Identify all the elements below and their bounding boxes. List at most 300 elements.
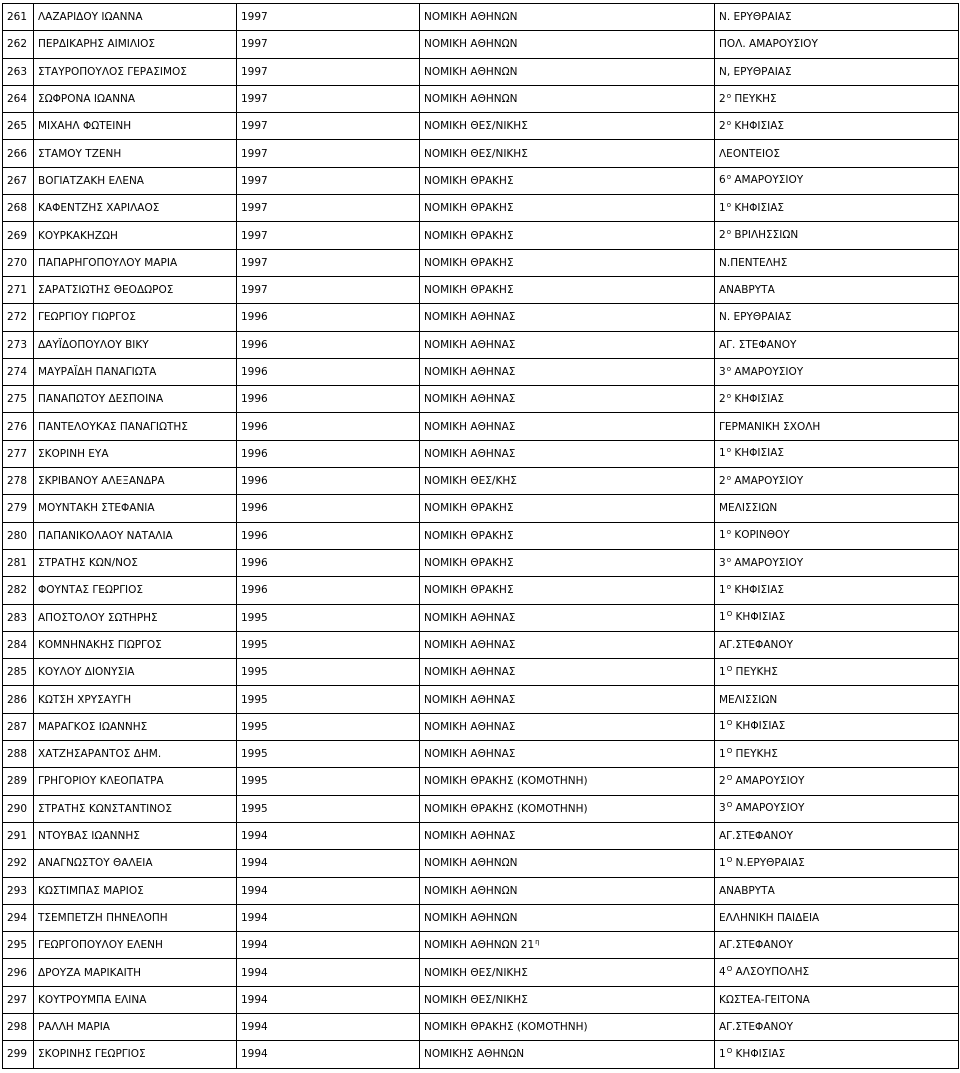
faculty-cell <box>420 850 715 877</box>
graduation-year-cell: 1996 <box>237 386 420 413</box>
school-cell <box>715 413 959 440</box>
school-ordinal-superscript: Ο <box>726 719 733 728</box>
school-cell <box>715 468 959 495</box>
faculty-cell <box>420 1041 715 1068</box>
school-cell <box>715 276 959 303</box>
school-name: ΠΕΥΚΗΣ <box>735 665 778 678</box>
row-number-cell: 299 <box>3 1041 34 1068</box>
table-row <box>3 932 959 959</box>
faculty-text: ΝΟΜΙΚΗ ΑΘΗΝΩΝ 21 <box>424 938 535 951</box>
school-ordinal-number: 2 <box>719 474 726 487</box>
row-number-cell: 273 <box>3 331 34 358</box>
graduation-year-cell: 1996 <box>237 440 420 467</box>
school-ordinal-number: 2 <box>719 92 726 105</box>
row-number-cell: 288 <box>3 741 34 768</box>
graduation-year-cell: 1994 <box>237 959 420 986</box>
faculty-cell <box>420 522 715 549</box>
school-ordinal-number: 2 <box>719 392 726 405</box>
school-ordinal-number: 1 <box>719 447 726 460</box>
table-row <box>3 768 959 795</box>
faculty-cell <box>420 31 715 58</box>
name-cell: ΝΤΟΥΒΑΣ ΙΩΑΝΝΗΣ <box>34 822 237 849</box>
graduation-year-cell: 1995 <box>237 631 420 658</box>
row-number-cell: 269 <box>3 222 34 249</box>
faculty-text: ΝΟΜΙΚΗ ΑΘΗΝΩΝ <box>424 11 518 24</box>
school-cell <box>715 222 959 249</box>
faculty-cell <box>420 904 715 931</box>
graduation-year-cell: 1994 <box>237 822 420 849</box>
school-cell <box>715 904 959 931</box>
faculty-text: ΝΟΜΙΚΗ ΘΡΑΚΗΣ <box>424 202 514 215</box>
school-name: ΑΜΑΡΟΥΣΙΟΥ <box>734 556 804 569</box>
faculty-text: ΝΟΜΙΚΗ ΑΘΗΝΑΣ <box>424 311 516 324</box>
school-name: ΑΜΑΡΟΥΣΙΟΥ <box>734 474 804 487</box>
school-name: ΜΕΛΙΣΣΙΩΝ <box>719 693 778 706</box>
school-ordinal-number: 1 <box>719 665 726 678</box>
faculty-cell <box>420 577 715 604</box>
row-number-cell: 295 <box>3 932 34 959</box>
table-row <box>3 1041 959 1068</box>
school-ordinal-number: 3 <box>719 365 726 378</box>
table-row <box>3 331 959 358</box>
graduation-year-cell: 1994 <box>237 904 420 931</box>
name-cell: ΠΕΡΔΙΚΑΡΗΣ ΑΙΜΙΛΙΟΣ <box>34 31 237 58</box>
graduation-year-cell: 1996 <box>237 304 420 331</box>
school-cell <box>715 113 959 140</box>
school-cell <box>715 85 959 112</box>
name-cell: ΠΑΠΑΡΗΓΟΠΟΥΛΟΥ ΜΑΡΙΑ <box>34 249 237 276</box>
school-cell <box>715 522 959 549</box>
table-row <box>3 386 959 413</box>
faculty-text: ΝΟΜΙΚΗ ΘΡΑΚΗΣ <box>424 229 514 242</box>
graduation-year-cell: 1997 <box>237 167 420 194</box>
row-number-cell: 290 <box>3 795 34 822</box>
graduation-year-cell: 1996 <box>237 331 420 358</box>
graduation-year-cell: 1996 <box>237 577 420 604</box>
name-cell: ΣΩΦΡΟΝΑ ΙΩΑΝΝΑ <box>34 85 237 112</box>
school-ordinal-superscript: Ο <box>726 1046 733 1055</box>
school-cell <box>715 795 959 822</box>
name-cell: ΡΑΛΛΗ ΜΑΡΙΑ <box>34 1013 237 1040</box>
graduation-year-cell: 1995 <box>237 659 420 686</box>
school-name: ΠΕΥΚΗΣ <box>734 92 777 105</box>
faculty-text: ΝΟΜΙΚΗ ΑΘΗΝΑΣ <box>424 611 516 624</box>
school-name: ΑΓ.ΣΤΕΦΑΝΟΥ <box>719 638 794 651</box>
row-number-cell: 297 <box>3 986 34 1013</box>
table-row <box>3 468 959 495</box>
name-cell: ΜΑΡΑΓΚΟΣ ΙΩΑΝΝΗΣ <box>34 713 237 740</box>
table-row <box>3 877 959 904</box>
faculty-text: ΝΟΜΙΚΗ ΑΘΗΝΩΝ <box>424 911 518 924</box>
school-ordinal-superscript: Ο <box>726 855 733 864</box>
faculty-cell <box>420 768 715 795</box>
graduation-year-cell: 1994 <box>237 877 420 904</box>
table-row <box>3 986 959 1013</box>
faculty-text: ΝΟΜΙΚΗ ΘΡΑΚΗΣ <box>424 284 514 297</box>
school-ordinal-number: 1 <box>719 201 726 214</box>
name-cell: ΓΡΗΓΟΡΙΟΥ ΚΛΕΟΠΑΤΡΑ <box>34 768 237 795</box>
faculty-cell <box>420 549 715 576</box>
faculty-superscript: η <box>535 937 540 946</box>
graduation-year-cell: 1996 <box>237 549 420 576</box>
table-row <box>3 795 959 822</box>
school-cell <box>715 822 959 849</box>
table-row <box>3 522 959 549</box>
school-name: ΚΩΣΤΕΑ-ΓΕΙΤΟΝΑ <box>719 993 810 1006</box>
graduation-year-cell: 1995 <box>237 686 420 713</box>
school-cell <box>715 358 959 385</box>
school-ordinal-number: 1 <box>719 720 726 733</box>
school-name: ΚΗΦΙΣΙΑΣ <box>734 201 785 214</box>
school-ordinal-number: 3 <box>719 802 726 815</box>
school-ordinal-number: 1 <box>719 583 726 596</box>
faculty-text: ΝΟΜΙΚΗ ΑΘΗΝΑΣ <box>424 720 516 733</box>
faculty-cell <box>420 113 715 140</box>
graduation-year-cell: 1994 <box>237 1041 420 1068</box>
school-cell <box>715 249 959 276</box>
school-name: ΑΛΣΟΥΠΟΛΗΣ <box>735 966 810 979</box>
school-name: Ν.ΠΕΝΤΕΛΗΣ <box>719 256 788 269</box>
graduation-year-cell: 1997 <box>237 222 420 249</box>
school-ordinal-number: 2 <box>719 119 726 132</box>
school-cell <box>715 577 959 604</box>
faculty-cell <box>420 167 715 194</box>
row-number-cell: 274 <box>3 358 34 385</box>
faculty-text: ΝΟΜΙΚΗ ΘΕΣ/ΝΙΚΗΣ <box>424 966 528 979</box>
faculty-text: ΝΟΜΙΚΗ ΑΘΗΝΑΣ <box>424 693 516 706</box>
table-row <box>3 686 959 713</box>
faculty-text: ΝΟΜΙΚΗ ΘΕΣ/ΝΙΚΗΣ <box>424 993 528 1006</box>
faculty-text: ΝΟΜΙΚΗ ΑΘΗΝΑΣ <box>424 830 516 843</box>
row-number-cell: 293 <box>3 877 34 904</box>
table-row <box>3 276 959 303</box>
table-body <box>3 4 959 1069</box>
school-ordinal-superscript: ο <box>726 118 731 127</box>
school-name: ΠΕΥΚΗΣ <box>735 747 778 760</box>
school-name: ΠΟΛ. ΑΜΑΡΟΥΣΙΟΥ <box>719 38 818 51</box>
table-row <box>3 822 959 849</box>
school-cell <box>715 1041 959 1068</box>
school-cell <box>715 549 959 576</box>
school-ordinal-superscript: Ο <box>726 664 733 673</box>
table-row <box>3 140 959 167</box>
school-cell <box>715 741 959 768</box>
faculty-cell <box>420 986 715 1013</box>
name-cell: ΧΑΤΖΗΣΑΡΑΝΤΟΣ ΔΗΜ. <box>34 741 237 768</box>
table-row <box>3 904 959 931</box>
graduation-year-cell: 1995 <box>237 604 420 631</box>
faculty-text: ΝΟΜΙΚΗ ΑΘΗΝΩΝ <box>424 38 518 51</box>
school-cell <box>715 495 959 522</box>
faculty-text: ΝΟΜΙΚΗ ΑΘΗΝΩΝ <box>424 93 518 106</box>
faculty-text: ΝΟΜΙΚΗ ΘΡΑΚΗΣ <box>424 557 514 570</box>
faculty-text: ΝΟΜΙΚΗ ΑΘΗΝΑΣ <box>424 666 516 679</box>
name-cell: ΣΤΡΑΤΗΣ ΚΩΝΣΤΑΝΤΙΝΟΣ <box>34 795 237 822</box>
faculty-text: ΝΟΜΙΚΗΣ ΑΘΗΝΩΝ <box>424 1048 525 1061</box>
school-cell <box>715 659 959 686</box>
row-number-cell: 261 <box>3 4 34 31</box>
faculty-cell <box>420 659 715 686</box>
name-cell: ΑΝΑΓΝΩΣΤΟΥ ΘΑΛΕΙΑ <box>34 850 237 877</box>
faculty-text: ΝΟΜΙΚΗ ΑΘΗΝΑΣ <box>424 748 516 761</box>
school-name: ΑΜΑΡΟΥΣΙΟΥ <box>734 365 804 378</box>
row-number-cell: 296 <box>3 959 34 986</box>
name-cell: ΚΟΥΤΡΟΥΜΠΑ ΕΛΙΝΑ <box>34 986 237 1013</box>
faculty-cell <box>420 413 715 440</box>
row-number-cell: 278 <box>3 468 34 495</box>
school-cell <box>715 140 959 167</box>
school-ordinal-superscript: Ο <box>726 801 733 810</box>
school-cell <box>715 768 959 795</box>
name-cell: ΜΙΧΑΗΛ ΦΩΤΕΙΝΗ <box>34 113 237 140</box>
row-number-cell: 265 <box>3 113 34 140</box>
name-cell: ΛΑΖΑΡΙΔΟΥ ΙΩΑΝΝΑ <box>34 4 237 31</box>
faculty-cell <box>420 468 715 495</box>
graduation-year-cell: 1997 <box>237 4 420 31</box>
row-number-cell: 280 <box>3 522 34 549</box>
faculty-text: ΝΟΜΙΚΗ ΑΘΗΝΑΣ <box>424 447 516 460</box>
school-name: ΒΡΙΛΗΣΣΙΩΝ <box>734 229 799 242</box>
table-row <box>3 631 959 658</box>
faculty-cell <box>420 195 715 222</box>
school-name: ΚΗΦΙΣΙΑΣ <box>735 1047 786 1060</box>
school-ordinal-superscript: ο <box>726 173 731 182</box>
graduation-year-cell: 1997 <box>237 140 420 167</box>
school-cell <box>715 713 959 740</box>
school-cell <box>715 932 959 959</box>
faculty-cell <box>420 4 715 31</box>
school-ordinal-number: 6 <box>719 174 726 187</box>
faculty-cell <box>420 304 715 331</box>
school-name: ΚΗΦΙΣΙΑΣ <box>734 392 785 405</box>
table-row <box>3 440 959 467</box>
row-number-cell: 285 <box>3 659 34 686</box>
school-cell <box>715 304 959 331</box>
row-number-cell: 277 <box>3 440 34 467</box>
school-ordinal-superscript: ο <box>726 228 731 237</box>
school-name: ΓΕΡΜΑΝΙΚΗ ΣΧΟΛΗ <box>719 420 821 433</box>
faculty-cell <box>420 713 715 740</box>
graduation-year-cell: 1997 <box>237 58 420 85</box>
row-number-cell: 271 <box>3 276 34 303</box>
faculty-cell <box>420 631 715 658</box>
faculty-text: ΝΟΜΙΚΗ ΘΡΑΚΗΣ (ΚΟΜΟΤΗΝΗ) <box>424 775 588 788</box>
row-number-cell: 283 <box>3 604 34 631</box>
table-row <box>3 549 959 576</box>
school-ordinal-superscript: ο <box>726 364 731 373</box>
faculty-cell <box>420 604 715 631</box>
school-name: ΚΟΡΙΝΘΟΥ <box>734 529 790 542</box>
school-cell <box>715 877 959 904</box>
name-cell: ΣΤΡΑΤΗΣ ΚΩΝ/ΝΟΣ <box>34 549 237 576</box>
school-name: ΛΕΟΝΤΕΙΟΣ <box>719 147 780 160</box>
faculty-text: ΝΟΜΙΚΗ ΘΡΑΚΗΣ (ΚΟΜΟΤΗΝΗ) <box>424 1021 588 1034</box>
name-cell: ΔΑΥΪΔΟΠΟΥΛΟΥ ΒΙΚΥ <box>34 331 237 358</box>
graduation-year-cell: 1994 <box>237 1013 420 1040</box>
name-cell: ΣΤΑΜΟΥ ΤΖΕΝΗ <box>34 140 237 167</box>
faculty-cell <box>420 276 715 303</box>
row-number-cell: 287 <box>3 713 34 740</box>
table-row <box>3 304 959 331</box>
faculty-text: ΝΟΜΙΚΗ ΑΘΗΝΑΣ <box>424 366 516 378</box>
name-cell: ΚΟΥΡΚΑΚΗΖΩΗ <box>34 222 237 249</box>
graduation-year-cell: 1997 <box>237 276 420 303</box>
school-name: Ν. ΕΡΥΘΡΑΙΑΣ <box>719 311 792 324</box>
faculty-cell <box>420 741 715 768</box>
school-name: ΑΜΑΡΟΥΣΙΟΥ <box>735 802 805 815</box>
faculty-text: ΝΟΜΙΚΗ ΘΡΑΚΗΣ <box>424 502 514 515</box>
school-name: ΚΗΦΙΣΙΑΣ <box>734 119 785 132</box>
table-row <box>3 195 959 222</box>
table-row <box>3 413 959 440</box>
faculty-text: ΝΟΜΙΚΗ ΑΘΗΝΩΝ <box>424 65 518 78</box>
school-cell <box>715 58 959 85</box>
name-cell: ΤΣΕΜΠΕΤΖΗ ΠΗΝΕΛΟΠΗ <box>34 904 237 931</box>
school-name: ΚΗΦΙΣΙΑΣ <box>735 611 786 624</box>
faculty-cell <box>420 795 715 822</box>
row-number-cell: 264 <box>3 85 34 112</box>
school-cell <box>715 604 959 631</box>
school-ordinal-superscript: ο <box>726 446 731 455</box>
graduation-year-cell: 1996 <box>237 358 420 385</box>
name-cell: ΚΟΜΝΗΝΑΚΗΣ ΓΙΩΡΓΟΣ <box>34 631 237 658</box>
name-cell: ΔΡΟΥΖΑ ΜΑΡΙΚΑΙΤΗ <box>34 959 237 986</box>
row-number-cell: 262 <box>3 31 34 58</box>
graduation-year-cell: 1994 <box>237 986 420 1013</box>
graduation-year-cell: 1997 <box>237 85 420 112</box>
faculty-text: ΝΟΜΙΚΗ ΘΡΑΚΗΣ <box>424 529 514 542</box>
graduation-year-cell: 1997 <box>237 31 420 58</box>
table-row <box>3 167 959 194</box>
school-ordinal-superscript: ο <box>726 528 731 537</box>
faculty-text: ΝΟΜΙΚΗ ΘΕΣ/ΝΙΚΗΣ <box>424 120 528 133</box>
name-cell: ΚΩΤΣΗ ΧΡΥΣΑΥΓΗ <box>34 686 237 713</box>
school-cell <box>715 167 959 194</box>
name-cell: ΣΑΡΑΤΣΙΩΤΗΣ ΘΕΟΔΩΡΟΣ <box>34 276 237 303</box>
school-name: Ν, ΕΡΥΘΡΑΙΑΣ <box>719 65 792 78</box>
row-number-cell: 298 <box>3 1013 34 1040</box>
school-ordinal-number: 4 <box>719 966 726 979</box>
school-cell <box>715 986 959 1013</box>
row-number-cell: 289 <box>3 768 34 795</box>
school-name: ΑΓ.ΣΤΕΦΑΝΟΥ <box>719 1021 794 1034</box>
table-row <box>3 58 959 85</box>
name-cell: ΚΩΣΤΙΜΠΑΣ ΜΑΡΙΟΣ <box>34 877 237 904</box>
name-cell: ΚΟΥΛΟΥ ΔΙΟΝΥΣΙΑ <box>34 659 237 686</box>
name-cell: ΣΚΟΡΙΝΗ ΕΥΑ <box>34 440 237 467</box>
table-row <box>3 249 959 276</box>
name-cell: ΠΑΝΤΕΛΟΥΚΑΣ ΠΑΝΑΓΙΩΤΗΣ <box>34 413 237 440</box>
faculty-cell <box>420 140 715 167</box>
school-name: Ν. ΕΡΥΘΡΑΙΑΣ <box>719 11 792 24</box>
graduation-year-cell: 1996 <box>237 522 420 549</box>
faculty-text: ΝΟΜΙΚΗ ΘΕΣ/ΚΗΣ <box>424 475 517 488</box>
row-number-cell: 266 <box>3 140 34 167</box>
graduation-year-cell: 1995 <box>237 795 420 822</box>
faculty-cell <box>420 58 715 85</box>
school-name: Ν.ΕΡΥΘΡΑΙΑΣ <box>735 856 805 869</box>
graduation-year-cell: 1997 <box>237 113 420 140</box>
table-row <box>3 85 959 112</box>
school-ordinal-number: 1 <box>719 856 726 869</box>
faculty-cell <box>420 358 715 385</box>
school-cell <box>715 386 959 413</box>
faculty-text: ΝΟΜΙΚΗ ΘΡΑΚΗΣ <box>424 256 514 269</box>
school-ordinal-superscript: ο <box>726 582 731 591</box>
row-number-cell: 284 <box>3 631 34 658</box>
row-number-cell: 268 <box>3 195 34 222</box>
faculty-cell <box>420 932 715 959</box>
table-row <box>3 113 959 140</box>
school-ordinal-superscript: ο <box>726 473 731 482</box>
name-cell: ΚΑΦΕΝΤΖΗΣ ΧΑΡΙΛΑΟΣ <box>34 195 237 222</box>
name-cell: ΣΤΑΥΡΟΠΟΥΛΟΣ ΓΕΡΑΣΙΜΟΣ <box>34 58 237 85</box>
name-cell: ΣΚΟΡΙΝΗΣ ΓΕΩΡΓΙΟΣ <box>34 1041 237 1068</box>
row-number-cell: 294 <box>3 904 34 931</box>
faculty-text: ΝΟΜΙΚΗ ΘΡΑΚΗΣ <box>424 174 514 187</box>
graduation-year-cell: 1994 <box>237 850 420 877</box>
row-number-cell: 263 <box>3 58 34 85</box>
school-name: ΑΓ.ΣΤΕΦΑΝΟΥ <box>719 939 794 952</box>
school-ordinal-number: 1 <box>719 611 726 624</box>
name-cell: ΠΑΠΑΝΙΚΟΛΑΟΥ ΝΑΤΑΛΙΑ <box>34 522 237 549</box>
school-ordinal-number: 2 <box>719 774 726 787</box>
faculty-cell <box>420 331 715 358</box>
row-number-cell: 282 <box>3 577 34 604</box>
graduation-year-cell: 1996 <box>237 468 420 495</box>
name-cell: ΜΑΥΡΑΪΔΗ ΠΑΝΑΓΙΩΤΑ <box>34 358 237 385</box>
graduation-year-cell: 1995 <box>237 713 420 740</box>
school-name: ΑΓ. ΣΤΕΦΑΝΟΥ <box>719 338 797 351</box>
faculty-text: ΝΟΜΙΚΗ ΘΕΣ/ΝΙΚΗΣ <box>424 147 528 160</box>
school-name: ΑΜΑΡΟΥΣΙΟΥ <box>734 174 804 187</box>
faculty-cell <box>420 877 715 904</box>
faculty-text: ΝΟΜΙΚΗ ΑΘΗΝΩΝ <box>424 857 518 870</box>
school-name: ΚΗΦΙΣΙΑΣ <box>734 583 785 596</box>
table-row <box>3 31 959 58</box>
graduates-table <box>2 3 959 1069</box>
graduation-year-cell: 1995 <box>237 768 420 795</box>
name-cell: ΠΑΝΑΠΩΤΟΥ ΔΕΣΠΟΙΝΑ <box>34 386 237 413</box>
school-name: ΑΜΑΡΟΥΣΙΟΥ <box>735 774 805 787</box>
faculty-text: ΝΟΜΙΚΗ ΘΡΑΚΗΣ <box>424 584 514 597</box>
school-cell <box>715 631 959 658</box>
name-cell: ΒΟΓΙΑΤΖΑΚΗ ΕΛΕΝΑ <box>34 167 237 194</box>
school-ordinal-superscript: Ο <box>726 773 733 782</box>
table-row <box>3 659 959 686</box>
row-number-cell: 276 <box>3 413 34 440</box>
faculty-cell <box>420 386 715 413</box>
name-cell: ΣΚΡΙΒΑΝΟΥ ΑΛΕΞΑΝΔΡΑ <box>34 468 237 495</box>
faculty-cell <box>420 85 715 112</box>
graduation-year-cell: 1994 <box>237 932 420 959</box>
school-cell <box>715 195 959 222</box>
school-name: ΑΝΑΒΡΥΤΑ <box>719 884 775 897</box>
school-ordinal-superscript: Ο <box>726 746 733 755</box>
school-cell <box>715 850 959 877</box>
faculty-text: ΝΟΜΙΚΗ ΑΘΗΝΑΣ <box>424 638 516 651</box>
school-ordinal-superscript: ο <box>726 200 731 209</box>
table-row <box>3 741 959 768</box>
school-cell <box>715 686 959 713</box>
graduation-year-cell: 1996 <box>237 495 420 522</box>
table-row <box>3 495 959 522</box>
faculty-cell <box>420 222 715 249</box>
school-cell <box>715 331 959 358</box>
faculty-cell <box>420 686 715 713</box>
school-name: ΕΛΛΗΝΙΚΗ ΠΑΙΔΕΙΑ <box>719 911 820 924</box>
school-ordinal-number: 1 <box>719 1047 726 1060</box>
